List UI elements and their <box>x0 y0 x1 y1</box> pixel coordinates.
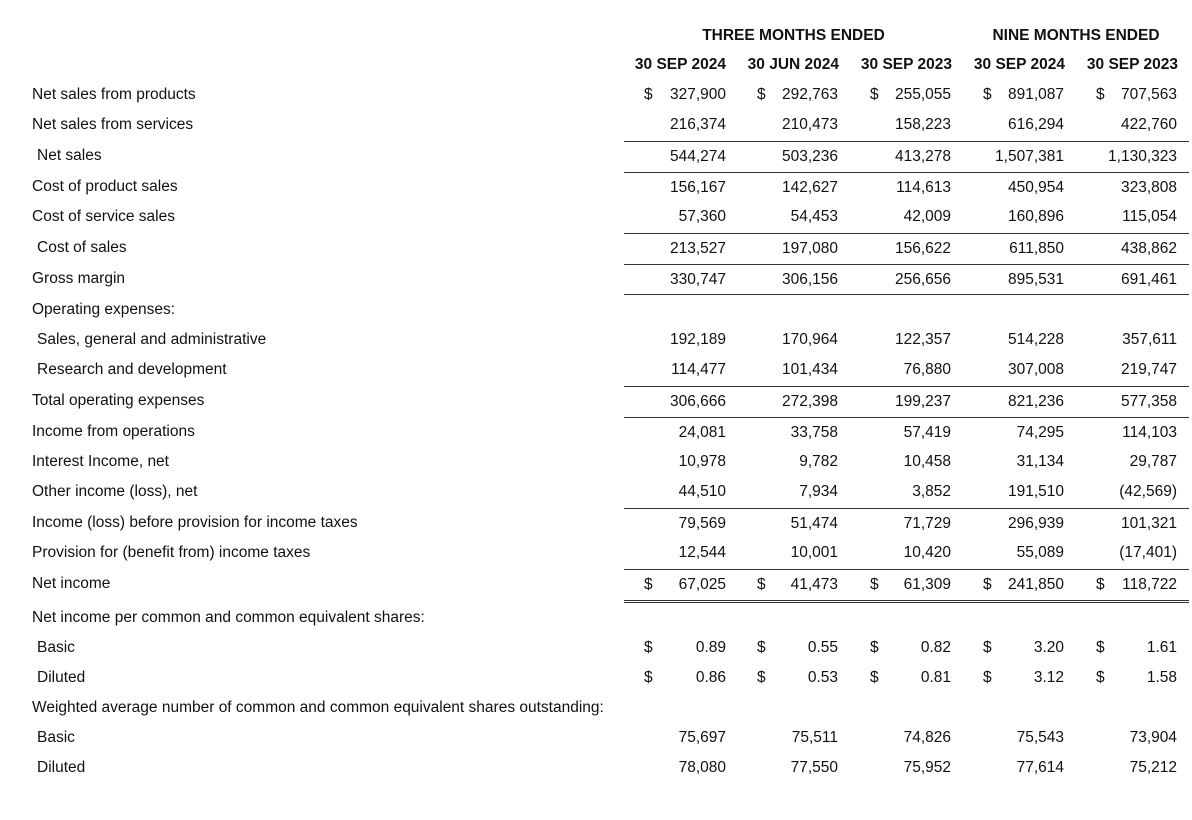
value-cell <box>624 202 738 232</box>
row-label: Net income <box>32 575 111 592</box>
row-label: Operating expenses: <box>32 301 176 318</box>
table-row <box>0 355 1192 385</box>
value: 255,055 <box>894 86 951 103</box>
currency-symbol: $ <box>1096 576 1105 593</box>
value: (17,401) <box>1119 544 1177 561</box>
value: 0.53 <box>807 669 838 686</box>
currency-symbol: $ <box>870 86 879 103</box>
rule-line <box>1076 294 1189 295</box>
row-label: Provision for (benefit from) income taxes <box>32 544 311 561</box>
value-cell <box>850 447 963 477</box>
value-cell <box>963 417 1076 448</box>
value-cell <box>737 80 850 110</box>
value-cell <box>850 110 963 140</box>
value: 272,398 <box>781 393 838 410</box>
value: 514,228 <box>1007 331 1064 348</box>
value-cell <box>1076 386 1189 417</box>
value: 192,189 <box>669 331 726 348</box>
value: 114,477 <box>671 361 726 378</box>
column-header: 30 SEP 2023 <box>1086 56 1178 73</box>
value: 357,611 <box>1122 331 1177 348</box>
value-cell <box>737 753 850 783</box>
value-cell <box>963 355 1076 385</box>
value: 216,374 <box>669 116 726 133</box>
currency-symbol: $ <box>870 639 879 656</box>
row-label: Sales, general and administrative <box>37 331 267 348</box>
value: 3.12 <box>1033 669 1064 686</box>
value-cell <box>850 325 963 355</box>
value-cell <box>850 569 963 603</box>
value-cell <box>1076 753 1189 783</box>
value: 74,826 <box>903 729 951 746</box>
value-cell <box>1076 447 1189 477</box>
value: 256,656 <box>894 271 951 288</box>
value: 323,808 <box>1120 179 1177 196</box>
value-cell <box>963 325 1076 355</box>
row-label: Weighted average number of common and common equivalent shares outstanding: <box>32 699 604 716</box>
value: 29,787 <box>1129 453 1177 470</box>
table-row <box>0 80 1192 110</box>
value-cell <box>737 141 850 172</box>
value: 503,236 <box>781 148 838 165</box>
row-label: Interest Income, net <box>32 453 169 470</box>
value-cell <box>624 355 738 385</box>
table-row <box>0 172 1192 202</box>
currency-symbol: $ <box>1096 669 1105 686</box>
value-cell <box>1076 569 1189 603</box>
value-cell <box>850 80 963 110</box>
row-label: Diluted <box>37 669 86 686</box>
value: 142,627 <box>781 179 838 196</box>
value-cell <box>624 386 738 417</box>
value: 156,622 <box>894 240 951 257</box>
value: 577,358 <box>1120 393 1177 410</box>
row-label: Other income (loss), net <box>32 483 198 500</box>
value-cell <box>850 355 963 385</box>
value: 191,510 <box>1007 483 1064 500</box>
value: 118,722 <box>1122 576 1177 593</box>
value-cell <box>737 477 850 507</box>
value-cell <box>737 417 850 448</box>
value-cell <box>1076 110 1189 140</box>
rule-line <box>737 294 850 295</box>
value: 3,852 <box>912 483 951 500</box>
value-cell <box>1076 202 1189 232</box>
value: 75,543 <box>1016 729 1064 746</box>
value-cell <box>850 633 963 663</box>
value: 327,900 <box>669 86 726 103</box>
value: 114,103 <box>1122 424 1177 441</box>
value-cell <box>1076 325 1189 355</box>
value: 55,089 <box>1016 544 1064 561</box>
table-row <box>0 295 1192 325</box>
value-cell <box>737 447 850 477</box>
rule-line <box>850 294 963 295</box>
value: 450,954 <box>1007 179 1064 196</box>
value-cell <box>963 633 1076 663</box>
row-label: Diluted <box>37 759 86 776</box>
value-cell <box>624 80 738 110</box>
value: 41,473 <box>790 576 838 593</box>
currency-symbol: $ <box>983 86 992 103</box>
row-label: Income (loss) before provision for income taxes <box>32 514 358 531</box>
row-label: Basic <box>37 729 75 746</box>
value-cell <box>1076 723 1189 753</box>
value-cell <box>624 447 738 477</box>
table-row <box>0 264 1192 294</box>
table-row <box>0 508 1192 538</box>
value: 241,850 <box>1007 576 1064 593</box>
value-cell <box>737 723 850 753</box>
value: 1,130,323 <box>1108 148 1177 165</box>
value: 101,321 <box>1120 515 1177 532</box>
value: 616,294 <box>1007 116 1064 133</box>
value: 44,510 <box>678 483 726 500</box>
value: 170,964 <box>781 331 838 348</box>
row-label: Cost of sales <box>37 239 127 256</box>
value-cell <box>737 110 850 140</box>
value-cell <box>963 569 1076 603</box>
value-cell <box>963 508 1076 539</box>
value: 3.20 <box>1033 639 1064 656</box>
value: 199,237 <box>894 393 951 410</box>
value: 160,896 <box>1007 208 1064 225</box>
value: 0.82 <box>920 639 951 656</box>
value: 296,939 <box>1007 515 1064 532</box>
row-label: Net sales from products <box>32 86 196 103</box>
value: 73,904 <box>1129 729 1177 746</box>
value-cell <box>963 663 1076 693</box>
value-cell <box>737 508 850 539</box>
value: 306,156 <box>781 271 838 288</box>
table-row <box>0 233 1192 263</box>
value: 1,507,381 <box>995 148 1064 165</box>
value: 24,081 <box>678 424 726 441</box>
value-cell <box>624 538 738 568</box>
currency-symbol: $ <box>870 669 879 686</box>
value-cell <box>624 633 738 663</box>
table-row <box>0 477 1192 507</box>
currency-symbol: $ <box>1096 86 1105 103</box>
value-cell <box>737 633 850 663</box>
row-label: Total operating expenses <box>32 392 205 409</box>
table-row <box>0 110 1192 140</box>
value-cell <box>850 141 963 172</box>
value-cell <box>850 233 963 264</box>
value: 31,134 <box>1016 453 1064 470</box>
value: 1.61 <box>1146 639 1177 656</box>
value: 210,473 <box>781 116 838 133</box>
value-cell <box>1076 172 1189 203</box>
value-cell <box>1076 417 1189 448</box>
rule-line <box>963 294 1076 295</box>
value: 77,550 <box>790 759 838 776</box>
table-row <box>0 325 1192 355</box>
currency-symbol: $ <box>1096 639 1105 656</box>
table-row <box>0 693 1192 723</box>
value-cell <box>850 386 963 417</box>
value: 10,001 <box>790 544 838 561</box>
value: 7,934 <box>799 483 838 500</box>
value: 413,278 <box>894 148 951 165</box>
row-label: Gross margin <box>32 270 126 287</box>
value: 75,952 <box>903 759 951 776</box>
value: 292,763 <box>781 86 838 103</box>
value-cell <box>624 141 738 172</box>
value: 1.58 <box>1146 669 1177 686</box>
value-cell <box>850 477 963 507</box>
value: 10,978 <box>678 453 726 470</box>
value-cell <box>1076 477 1189 507</box>
value: 67,025 <box>678 576 726 593</box>
value-cell <box>963 753 1076 783</box>
value-cell <box>624 723 738 753</box>
value: 10,458 <box>903 453 951 470</box>
value: 75,212 <box>1129 759 1177 776</box>
value-cell <box>624 753 738 783</box>
row-label: Cost of product sales <box>32 178 178 195</box>
value: 156,167 <box>669 179 726 196</box>
table-row <box>0 417 1192 447</box>
currency-symbol: $ <box>983 669 992 686</box>
value: 306,666 <box>669 393 726 410</box>
value: 307,008 <box>1007 361 1064 378</box>
value-cell <box>850 753 963 783</box>
table-row <box>0 447 1192 477</box>
value-cell <box>1076 233 1189 264</box>
value: 10,420 <box>903 544 951 561</box>
value-cell <box>737 233 850 264</box>
currency-symbol: $ <box>757 639 766 656</box>
currency-symbol: $ <box>644 639 653 656</box>
table-row <box>0 753 1192 783</box>
currency-symbol: $ <box>644 86 653 103</box>
value-cell <box>963 264 1076 295</box>
value-cell <box>850 538 963 568</box>
value: 42,009 <box>903 208 951 225</box>
table-row <box>0 633 1192 663</box>
value: 76,880 <box>903 361 951 378</box>
currency-symbol: $ <box>757 86 766 103</box>
value-cell <box>624 417 738 448</box>
value-cell <box>963 141 1076 172</box>
value-cell <box>737 202 850 232</box>
value-cell <box>963 172 1076 203</box>
value-cell <box>850 264 963 295</box>
value-cell <box>850 202 963 232</box>
value: 891,087 <box>1007 86 1064 103</box>
value: 0.86 <box>695 669 726 686</box>
currency-symbol: $ <box>870 576 879 593</box>
value: 0.55 <box>807 639 838 656</box>
value-cell <box>624 663 738 693</box>
value: 707,563 <box>1120 86 1177 103</box>
value-cell <box>1076 663 1189 693</box>
table-row <box>0 569 1192 599</box>
value-cell <box>850 508 963 539</box>
value: 691,461 <box>1120 271 1177 288</box>
value: 438,862 <box>1120 240 1177 257</box>
value-cell <box>624 325 738 355</box>
value: 114,613 <box>896 179 951 196</box>
value: 0.81 <box>920 669 951 686</box>
value: 330,747 <box>669 271 726 288</box>
row-label: Basic <box>37 639 75 656</box>
currency-symbol: $ <box>757 576 766 593</box>
value: 422,760 <box>1120 116 1177 133</box>
currency-symbol: $ <box>983 576 992 593</box>
value: 51,474 <box>790 515 838 532</box>
value: 611,850 <box>1009 240 1064 257</box>
table-row <box>0 202 1192 232</box>
value-cell <box>1076 538 1189 568</box>
value-cell <box>1076 80 1189 110</box>
value-cell <box>850 172 963 203</box>
value-cell <box>624 233 738 264</box>
value-cell <box>963 538 1076 568</box>
value: 158,223 <box>894 116 951 133</box>
value-cell <box>963 233 1076 264</box>
value-cell <box>963 447 1076 477</box>
value: 71,729 <box>903 515 951 532</box>
row-label: Income from operations <box>32 423 195 440</box>
value-cell <box>624 508 738 539</box>
value: 213,527 <box>669 240 726 257</box>
value: 219,747 <box>1120 361 1177 378</box>
currency-symbol: $ <box>644 669 653 686</box>
currency-symbol: $ <box>644 576 653 593</box>
value-cell <box>1076 633 1189 663</box>
value-cell <box>624 264 738 295</box>
value: 79,569 <box>678 515 726 532</box>
value: 57,419 <box>903 424 951 441</box>
value: 77,614 <box>1016 759 1064 776</box>
value-cell <box>737 264 850 295</box>
value-cell <box>963 477 1076 507</box>
value: 0.89 <box>695 639 726 656</box>
currency-symbol: $ <box>757 669 766 686</box>
value-cell <box>963 723 1076 753</box>
value-cell <box>737 172 850 203</box>
value-cell <box>963 80 1076 110</box>
value: 12,544 <box>678 544 726 561</box>
row-label: Net sales <box>37 147 102 164</box>
value-cell <box>1076 355 1189 385</box>
value-cell <box>963 386 1076 417</box>
value: (42,569) <box>1119 483 1177 500</box>
column-header: 30 SEP 2024 <box>634 56 726 73</box>
column-header: 30 SEP 2023 <box>860 56 952 73</box>
table-row <box>0 538 1192 568</box>
row-label: Net sales from services <box>32 116 194 133</box>
table-row <box>0 386 1192 416</box>
value-cell <box>737 663 850 693</box>
nine-months-ended-header: NINE MONTHS ENDED <box>992 27 1160 44</box>
table-row <box>0 141 1192 171</box>
value-cell <box>963 202 1076 232</box>
value: 544,274 <box>669 148 726 165</box>
value: 61,309 <box>903 576 951 593</box>
value-cell <box>624 110 738 140</box>
value: 101,434 <box>781 361 838 378</box>
table-row <box>0 663 1192 693</box>
value-cell <box>737 569 850 603</box>
column-header: 30 JUN 2024 <box>747 56 839 73</box>
value-cell <box>737 386 850 417</box>
table-row <box>0 603 1192 633</box>
value: 9,782 <box>799 453 838 470</box>
three-months-ended-header: THREE MONTHS ENDED <box>702 27 885 44</box>
value-cell <box>624 569 738 603</box>
value-cell <box>850 663 963 693</box>
value-cell <box>850 723 963 753</box>
value-cell <box>737 538 850 568</box>
value: 122,357 <box>894 331 951 348</box>
value: 33,758 <box>790 424 838 441</box>
value-cell <box>624 172 738 203</box>
value-cell <box>1076 264 1189 295</box>
value-cell <box>1076 508 1189 539</box>
value-cell <box>624 477 738 507</box>
row-label: Research and development <box>37 361 227 378</box>
value: 74,295 <box>1016 424 1064 441</box>
value: 75,511 <box>791 729 838 746</box>
table-row <box>0 723 1192 753</box>
value: 115,054 <box>1122 208 1177 225</box>
value: 197,080 <box>781 240 838 257</box>
value: 57,360 <box>678 208 726 225</box>
currency-symbol: $ <box>983 639 992 656</box>
value: 54,453 <box>790 208 838 225</box>
value: 895,531 <box>1007 271 1064 288</box>
value-cell <box>737 355 850 385</box>
row-label: Net income per common and common equivalent shares: <box>32 609 425 626</box>
column-header: 30 SEP 2024 <box>973 56 1065 73</box>
value-cell <box>850 417 963 448</box>
value: 75,697 <box>678 729 726 746</box>
value: 821,236 <box>1007 393 1064 410</box>
row-label: Cost of service sales <box>32 208 175 225</box>
rule-line <box>624 294 738 295</box>
value-cell <box>963 110 1076 140</box>
value: 78,080 <box>678 759 726 776</box>
value-cell <box>1076 141 1189 172</box>
value-cell <box>737 325 850 355</box>
